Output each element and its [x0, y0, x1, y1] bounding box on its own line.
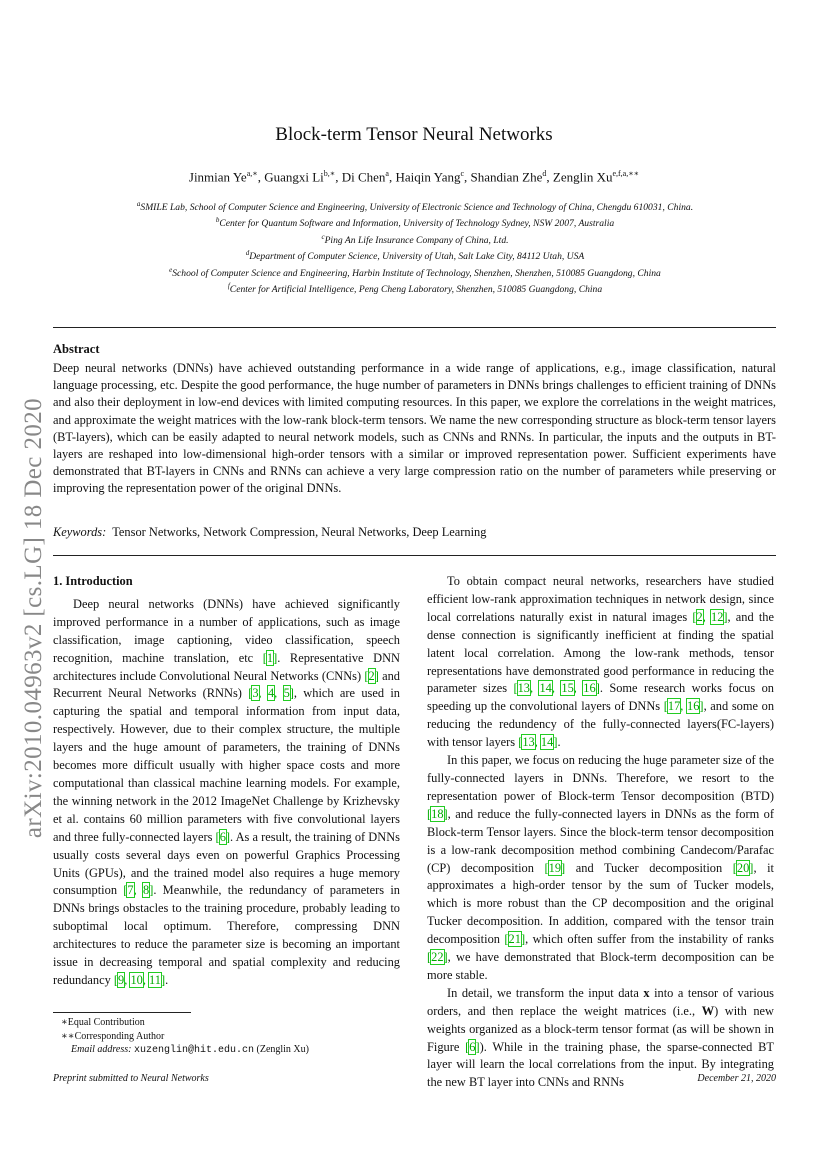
citation-number[interactable]: 5	[283, 686, 290, 701]
affiliation-text: Center for Artificial Intelligence, Peng Cheng Laboratory, Shenzhen, 510085 Guangdong, China	[229, 284, 603, 296]
citation-number[interactable]: 9	[118, 972, 125, 987]
section-heading: 1. Introduction	[53, 574, 133, 588]
author-name: Jinmian Ye	[188, 169, 247, 185]
citation-number[interactable]: 16	[687, 699, 700, 714]
citation-number[interactable]: 2	[368, 668, 375, 683]
author-affiliation-mark: a,∗	[246, 169, 258, 178]
citation-number[interactable]: 16	[583, 681, 596, 696]
author-list: Jinmian $Ye^{a,∗}$, Guangxi $Li^{b,∗}$, Di Chen$^a$, Haiqin Yang$^c$, Shandian Zhe$^d$, Zenglin $Xu^{e,f,a,∗∗}$	[188, 169, 640, 185]
author-affiliation-mark: b,∗	[323, 169, 336, 178]
citation-link[interactable]: [7, 8]	[123, 883, 154, 898]
left-column	[53, 573, 400, 990]
top-rule	[53, 327, 776, 328]
citation-number[interactable]: 4	[267, 686, 275, 701]
right-column	[427, 573, 774, 1092]
citation-number[interactable]: 6	[469, 1039, 476, 1054]
affiliation	[60, 264, 770, 280]
citation-number[interactable]: 7	[127, 883, 134, 898]
footnote-rule	[53, 1012, 191, 1013]
body-paragraph: In detail, we transform the input data x into a tensor of various orders, and then replace the weight matrices (i.e., W) with new weights organized as a block-term tensor format (as will be shown in Figure [6]). While in the training phase, the sparse-connected BT layer will learn the local correlations from the input. By integrating the new BT layer into CNNs and RNNs	[427, 985, 774, 1090]
author-name: Guangxi Li	[264, 169, 324, 185]
citation-number[interactable]: 17	[667, 699, 681, 714]
affiliation-list	[60, 198, 770, 296]
affiliation-mark: b	[215, 216, 220, 225]
affiliation	[60, 231, 770, 247]
author-name: Zenglin Xu	[552, 169, 613, 185]
affiliation	[60, 198, 770, 214]
email-link[interactable]: xuzenglin@hit.edu.cn	[133, 1045, 254, 1056]
affiliation-mark: e	[169, 265, 173, 274]
citation-number[interactable]: 3	[252, 686, 259, 701]
citation-link[interactable]: [3, 4, 5]	[248, 686, 294, 701]
citation-number[interactable]: 6	[219, 829, 226, 844]
abstract-text: Deep neural networks (DNNs) have achieved outstanding performance in a wide range of applications, e.g., image classification, natural language processing, etc. Despite the good performance, the huge number of parameters in DNNs brings challenges to efficient training of DNNs and also their deployment in low-end devices with limited computing resources. In this paper, we explore the correlations in the weight matrices, and approximate the weight matrices with the low-rank block-term tensors. We name the new corresponding structure as block-term tensor layers (BT-layers), which can be easily adapted to neural network models, such as CNNs and RNNs. In particular, the inputs and the outputs in BT-layers are reshaped into low-dimensional high-order tensors with a similar or improved representation power. Sufficient experiments have demonstrated that BT-layers in CNNs and RNNs can achieve a very large compression ratio on the number of parameters while preserving or improving the representation power of the original DNNs.	[53, 361, 776, 496]
footer-right: December 21, 2020	[697, 1073, 776, 1084]
math-symbol: W	[701, 1003, 715, 1018]
arxiv-stamp: arXiv:2010.04963v2 [cs.LG] 18 Dec 2020	[20, 397, 47, 839]
citation-number[interactable]: 2	[696, 609, 703, 624]
footnote-equal: ∗Equal Contribution	[61, 1017, 145, 1028]
affiliation-mark: d	[245, 249, 250, 258]
citation-number[interactable]: 20	[736, 860, 750, 875]
paper-title: Block-term Tensor Neural Networks	[275, 124, 553, 145]
abstract-bottom-rule	[53, 555, 776, 556]
author-affiliation-mark: c	[460, 169, 465, 178]
citation-link[interactable]: [21]	[504, 932, 526, 947]
body-paragraph: In this paper, we focus on reducing the huge parameter size of the fully-connected layers in DNNs. Therefore, we resort to the representation power of Block-term Tensor decomposition (BTD) [18], and reduce the fully-connected layers in DNNs as the form of Block-term Tensor layers. Since the block-term tensor decomposition is a low-rank decomposition method combining Candecom/Parafac (CP) decomposition [19] and Tucker decomposition [20], it approximates a high-order tensor by the sum of Tucker models, which is more robust than the CP decomposition and the original Tucker decomposition. In addition, compared with the tensor train decomposition [21], which often suffer from the instability of ranks [22], we have demonstrated that Block-term decomposition can be more stable.	[427, 753, 774, 982]
citation-number[interactable]: 10	[130, 972, 143, 987]
citation-number[interactable]: 15	[561, 681, 574, 696]
citation-link[interactable]: [17, 16]	[663, 699, 704, 714]
author-name: Haiqin Yang	[395, 169, 461, 185]
affiliation-mark: f	[227, 281, 230, 290]
citation-link[interactable]: [22]	[427, 950, 448, 965]
citation-link[interactable]: [6]	[465, 1039, 480, 1054]
citation-link[interactable]: [13, 14]	[518, 735, 558, 750]
citation-link[interactable]: [13, 14, 15, 16]	[513, 681, 600, 696]
affiliation-text: Ping An Life Insurance Company of China, Ltd.	[324, 234, 509, 246]
keywords-text: Tensor Networks, Network Compression, Neural Networks, Deep Learning	[112, 525, 487, 539]
footnote-email: Email address: xuzenglin@hit.edu.cn (Zenglin Xu)	[71, 1044, 309, 1056]
citation-link[interactable]: [2, 12]	[692, 609, 728, 624]
footnote-corresponding: ∗∗Corresponding Author	[61, 1030, 165, 1042]
citation-number[interactable]: 11	[149, 972, 161, 987]
footnotes	[53, 1016, 309, 1058]
math-symbol: x	[643, 985, 650, 1000]
keywords	[53, 525, 486, 540]
citation-number[interactable]: 12	[711, 609, 724, 624]
citation-number[interactable]: 18	[431, 806, 444, 821]
author-name: Shandian Zhe	[470, 169, 543, 185]
author-affiliation-mark: a	[385, 169, 389, 178]
citation-number[interactable]: 19	[548, 860, 562, 875]
keywords-label: Keywords:	[53, 525, 107, 539]
intro-paragraph: Deep neural networks (DNNs) have achieved significantly improved performance in a number of applications, such as image classification, image captioning, video classification, speech recognition, machine translation, etc [1]. Representative DNN architectures include Convolutional Neural Networks (CNNs) [2] and Recurrent Neural Networks (RNNs) [3, 4, 5], which are used in capturing the spatial and temporal information from input data, respectively. However, due to their complex structure, the multiple layers and the huge amount of parameters, the training of DNNs becomes more difficult usually with higher space costs and more computational than classical machine learning models. For example, the winning network in the 2012 ImageNet Challenge by Krizhevsky et al. contains 60 million parameters with five convolutional layers and three fully-connected layers [6]. As a result, the training of DNNs usually costs several days even on powerful Graphics Processing Units (GPUs), and the trained model also requires a huge memory consumption [7, 8]. Meanwhile, the redundancy of parameters in DNNs brings obstacles to the training procedure, probably leading to suboptimal local optimum. Therefore, compressing DNN architectures to reduce the parameter size is becoming an important issue in decreasing temporal and spatial complexity and reducing redundancy [9, 10, 11].	[53, 596, 401, 987]
affiliation-text: Center for Quantum Software and Information, University of Technology Sydney, NSW 2007, Australia	[219, 218, 615, 230]
citation-number[interactable]: 21	[508, 932, 521, 947]
citation-link[interactable]: [19]	[544, 860, 566, 875]
affiliation	[60, 247, 770, 263]
author-name: Di Chen	[341, 169, 386, 185]
affiliation-mark: c	[321, 232, 325, 241]
affiliation	[60, 214, 770, 230]
citation-number[interactable]: 8	[142, 883, 150, 898]
citation-number[interactable]: 1	[266, 650, 274, 665]
citation-number[interactable]: 22	[431, 950, 444, 965]
affiliation-mark: a	[136, 200, 141, 208]
author-affiliation-mark: e,f,a,∗∗	[612, 169, 640, 178]
citation-link[interactable]: [18]	[427, 806, 448, 821]
citation-link[interactable]: [6]	[215, 829, 231, 844]
abstract-heading: Abstract	[53, 342, 100, 356]
affiliation	[60, 280, 770, 296]
body-paragraph: To obtain compact neural networks, researchers have studied efficient low-rank approximation techniques in network design, since local correlations naturally exist in natural images [2, 12], and the dense connection is significantly inefficient at finding the spatial latent local correlation. Among the low-rank methods, tensor representations have demonstrated good performance in reducing the parameter sizes [13, 14, 15, 16]. Some research works focus on speeding up the convolutional layers of DNNs [17, 16], and some on reducing the redundency of the fully-connected layers(FC-layers) with tensor layers [13, 14].	[427, 574, 775, 750]
citation-number[interactable]: 14	[540, 735, 554, 750]
citation-link[interactable]: [9, 10, 11]	[113, 972, 166, 987]
citation-link[interactable]: [20]	[732, 860, 754, 875]
footer-left: Preprint submitted to Neural Networks	[53, 1073, 209, 1084]
citation-number[interactable]: 13	[517, 681, 530, 696]
author-affiliation-mark: d	[542, 169, 547, 178]
citation-number[interactable]: 14	[539, 681, 552, 696]
citation-number[interactable]: 13	[522, 735, 535, 750]
affiliation-text: Department of Computer Science, University of Utah, Salt Lake City, 84112 Utah, USA	[249, 251, 585, 263]
affiliation-text: School of Computer Science and Engineering, Harbin Institute of Technology, Shenzhen, Shenzhen, 510085 Guangdong, China	[172, 267, 661, 279]
affiliation-text: SMILE Lab, School of Computer Science and Engineering, University of Electronic Science and Technology of China, Chengdu 610031, China.	[140, 202, 694, 214]
citation-link[interactable]: [2]	[364, 668, 379, 683]
citation-link[interactable]: [1]	[262, 650, 278, 665]
